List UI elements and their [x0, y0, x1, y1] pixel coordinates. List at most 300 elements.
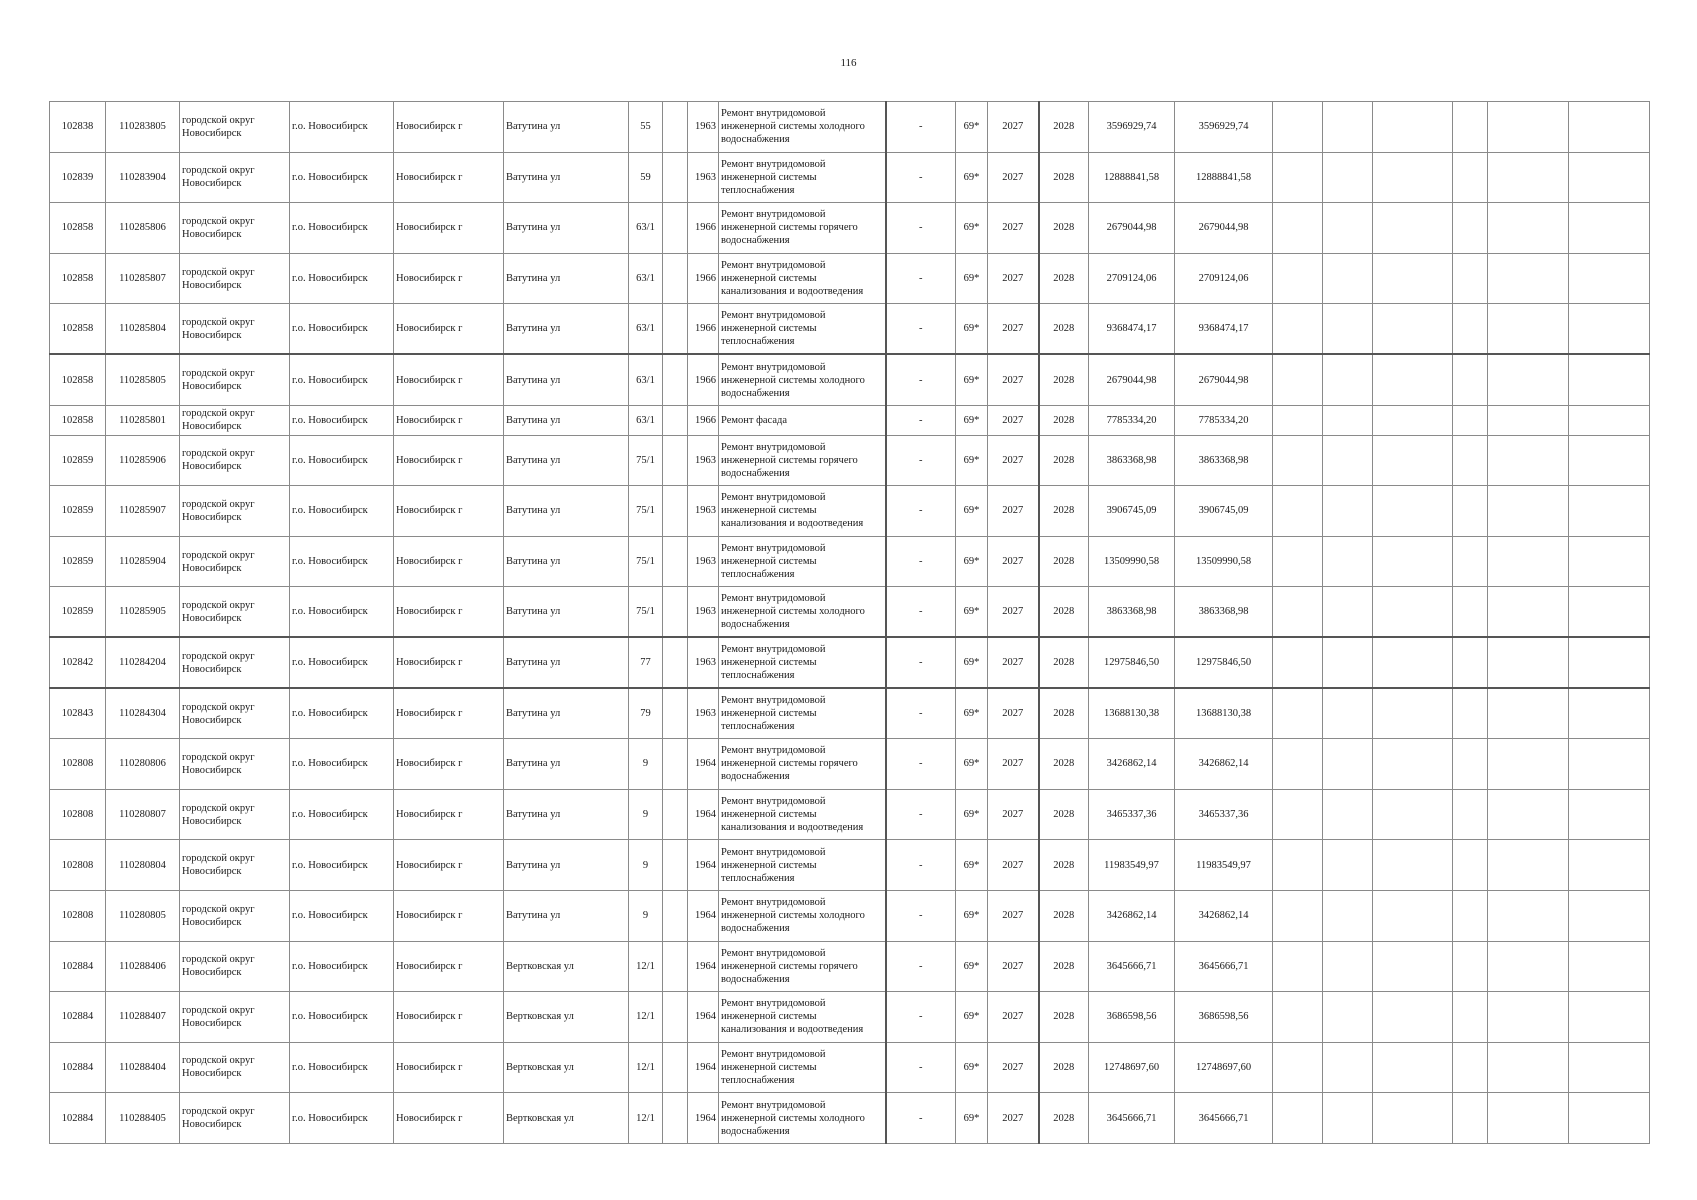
- row-city-district-cell: г.о. Новосибирск: [290, 587, 394, 638]
- empty-cell: [1569, 1093, 1650, 1144]
- row-building-cell: [663, 1093, 688, 1144]
- empty-cell: [1273, 789, 1323, 840]
- row-work-type-cell: Ремонт внутридомовой инженерной системы горячего водоснабжения: [719, 435, 886, 486]
- row-year-cell: 1964: [688, 992, 719, 1043]
- empty-cell: [1273, 203, 1323, 254]
- empty-cell: [1569, 890, 1650, 941]
- row-building-cell: [663, 587, 688, 638]
- row-municipality-cell: городской округ Новосибирск: [180, 405, 290, 435]
- row-dash-cell: -: [886, 688, 956, 739]
- row-cost-total-cell: 12975846,50: [1175, 637, 1273, 688]
- row-city-district-cell: г.о. Новосибирск: [290, 739, 394, 790]
- row-city-district-cell: г.о. Новосибирск: [290, 253, 394, 304]
- row-house-cell: 77: [629, 637, 663, 688]
- empty-cell: [1273, 688, 1323, 739]
- row-year-cell: 1963: [688, 688, 719, 739]
- row-house-cell: 9: [629, 739, 663, 790]
- empty-cell: [1453, 688, 1488, 739]
- row-dash-cell: -: [886, 789, 956, 840]
- table-row: [50, 1042, 1650, 1093]
- empty-cell: [1569, 840, 1650, 891]
- row-code-cell: 110285904: [106, 536, 180, 587]
- empty-cell: [1453, 486, 1488, 537]
- row-municipality-cell: городской округ Новосибирск: [180, 840, 290, 891]
- row-city-district-cell: г.о. Новосибирск: [290, 637, 394, 688]
- row-norm-cell: 69*: [956, 1093, 988, 1144]
- row-city-district-cell: г.о. Новосибирск: [290, 992, 394, 1043]
- row-id-cell: 102858: [50, 405, 106, 435]
- row-work-type-cell: Ремонт внутридомовой инженерной системы теплоснабжения: [719, 840, 886, 891]
- empty-cell: [1569, 405, 1650, 435]
- row-start-year-cell: 2027: [988, 536, 1039, 587]
- row-id-cell: 102884: [50, 941, 106, 992]
- empty-cell: [1323, 587, 1373, 638]
- row-city-cell: Новосибирск г: [394, 203, 504, 254]
- row-house-cell: 63/1: [629, 304, 663, 355]
- empty-cell: [1273, 435, 1323, 486]
- row-house-cell: 75/1: [629, 536, 663, 587]
- row-cost-cell: 12748697,60: [1089, 1042, 1175, 1093]
- row-building-cell: [663, 405, 688, 435]
- row-street-cell: Ватутина ул: [504, 152, 629, 203]
- row-city-district-cell: г.о. Новосибирск: [290, 203, 394, 254]
- row-street-cell: Вертковская ул: [504, 1093, 629, 1144]
- row-end-year-cell: 2028: [1039, 405, 1089, 435]
- empty-cell: [1488, 992, 1569, 1043]
- row-city-cell: Новосибирск г: [394, 405, 504, 435]
- empty-cell: [1323, 1042, 1373, 1093]
- row-building-cell: [663, 890, 688, 941]
- row-city-cell: Новосибирск г: [394, 637, 504, 688]
- row-house-cell: 63/1: [629, 253, 663, 304]
- row-city-cell: Новосибирск г: [394, 354, 504, 405]
- row-dash-cell: -: [886, 203, 956, 254]
- row-street-cell: Ватутина ул: [504, 789, 629, 840]
- empty-cell: [1273, 102, 1323, 153]
- empty-cell: [1569, 587, 1650, 638]
- row-norm-cell: 69*: [956, 405, 988, 435]
- row-cost-cell: 3465337,36: [1089, 789, 1175, 840]
- row-work-type-cell: Ремонт внутридомовой инженерной системы холодного водоснабжения: [719, 587, 886, 638]
- row-building-cell: [663, 840, 688, 891]
- row-id-cell: 102884: [50, 1042, 106, 1093]
- row-municipality-cell: городской округ Новосибирск: [180, 992, 290, 1043]
- row-year-cell: 1964: [688, 1093, 719, 1144]
- row-code-cell: 110283805: [106, 102, 180, 153]
- row-start-year-cell: 2027: [988, 304, 1039, 355]
- row-cost-total-cell: 2709124,06: [1175, 253, 1273, 304]
- row-street-cell: Ватутина ул: [504, 354, 629, 405]
- empty-cell: [1453, 1093, 1488, 1144]
- row-house-cell: 12/1: [629, 1042, 663, 1093]
- row-cost-cell: 7785334,20: [1089, 405, 1175, 435]
- row-norm-cell: 69*: [956, 304, 988, 355]
- row-city-cell: Новосибирск г: [394, 1042, 504, 1093]
- row-dash-cell: -: [886, 354, 956, 405]
- empty-cell: [1373, 354, 1453, 405]
- empty-cell: [1273, 1042, 1323, 1093]
- row-end-year-cell: 2028: [1039, 1042, 1089, 1093]
- row-work-type-cell: Ремонт внутридомовой инженерной системы холодного водоснабжения: [719, 890, 886, 941]
- empty-cell: [1373, 304, 1453, 355]
- row-house-cell: 75/1: [629, 435, 663, 486]
- empty-cell: [1569, 253, 1650, 304]
- row-end-year-cell: 2028: [1039, 587, 1089, 638]
- empty-cell: [1373, 688, 1453, 739]
- row-work-type-cell: Ремонт внутридомовой инженерной системы горячего водоснабжения: [719, 941, 886, 992]
- row-id-cell: 102858: [50, 354, 106, 405]
- row-code-cell: 110280804: [106, 840, 180, 891]
- row-year-cell: 1966: [688, 405, 719, 435]
- row-dash-cell: -: [886, 253, 956, 304]
- row-code-cell: 110285807: [106, 253, 180, 304]
- empty-cell: [1488, 486, 1569, 537]
- row-building-cell: [663, 536, 688, 587]
- empty-cell: [1453, 637, 1488, 688]
- row-building-cell: [663, 789, 688, 840]
- row-street-cell: Ватутина ул: [504, 739, 629, 790]
- empty-cell: [1373, 203, 1453, 254]
- row-cost-total-cell: 3863368,98: [1175, 435, 1273, 486]
- empty-cell: [1488, 304, 1569, 355]
- empty-cell: [1453, 354, 1488, 405]
- row-house-cell: 9: [629, 840, 663, 891]
- row-start-year-cell: 2027: [988, 1042, 1039, 1093]
- empty-cell: [1323, 789, 1373, 840]
- empty-cell: [1453, 405, 1488, 435]
- row-city-district-cell: г.о. Новосибирск: [290, 1093, 394, 1144]
- row-start-year-cell: 2027: [988, 688, 1039, 739]
- row-work-type-cell: Ремонт внутридомовой инженерной системы канализования и водоотведения: [719, 789, 886, 840]
- row-id-cell: 102838: [50, 102, 106, 153]
- empty-cell: [1273, 536, 1323, 587]
- row-id-cell: 102859: [50, 486, 106, 537]
- row-id-cell: 102859: [50, 587, 106, 638]
- empty-cell: [1488, 941, 1569, 992]
- row-municipality-cell: городской округ Новосибирск: [180, 587, 290, 638]
- empty-cell: [1373, 486, 1453, 537]
- row-city-cell: Новосибирск г: [394, 587, 504, 638]
- empty-cell: [1488, 354, 1569, 405]
- row-city-cell: Новосибирск г: [394, 789, 504, 840]
- table-row: [50, 688, 1650, 739]
- row-end-year-cell: 2028: [1039, 435, 1089, 486]
- table-body: [50, 102, 1650, 1144]
- row-house-cell: 59: [629, 152, 663, 203]
- empty-cell: [1323, 102, 1373, 153]
- row-cost-total-cell: 3426862,14: [1175, 890, 1273, 941]
- row-cost-total-cell: 13509990,58: [1175, 536, 1273, 587]
- row-norm-cell: 69*: [956, 789, 988, 840]
- row-dash-cell: -: [886, 304, 956, 355]
- empty-cell: [1569, 102, 1650, 153]
- row-city-cell: Новосибирск г: [394, 486, 504, 537]
- empty-cell: [1273, 739, 1323, 790]
- row-cost-cell: 3645666,71: [1089, 1093, 1175, 1144]
- empty-cell: [1453, 203, 1488, 254]
- row-cost-cell: 2679044,98: [1089, 203, 1175, 254]
- empty-cell: [1488, 536, 1569, 587]
- row-municipality-cell: городской округ Новосибирск: [180, 941, 290, 992]
- row-start-year-cell: 2027: [988, 840, 1039, 891]
- row-end-year-cell: 2028: [1039, 354, 1089, 405]
- row-norm-cell: 69*: [956, 992, 988, 1043]
- row-norm-cell: 69*: [956, 688, 988, 739]
- row-norm-cell: 69*: [956, 486, 988, 537]
- empty-cell: [1323, 890, 1373, 941]
- row-dash-cell: -: [886, 739, 956, 790]
- row-cost-cell: 2679044,98: [1089, 354, 1175, 405]
- empty-cell: [1323, 486, 1373, 537]
- row-house-cell: 79: [629, 688, 663, 739]
- row-municipality-cell: городской округ Новосибирск: [180, 536, 290, 587]
- row-end-year-cell: 2028: [1039, 486, 1089, 537]
- row-cost-total-cell: 11983549,97: [1175, 840, 1273, 891]
- table-row: [50, 890, 1650, 941]
- row-end-year-cell: 2028: [1039, 1093, 1089, 1144]
- row-house-cell: 75/1: [629, 486, 663, 537]
- row-dash-cell: -: [886, 1093, 956, 1144]
- table-row: [50, 354, 1650, 405]
- empty-cell: [1373, 152, 1453, 203]
- row-dash-cell: -: [886, 587, 956, 638]
- row-cost-total-cell: 13688130,38: [1175, 688, 1273, 739]
- empty-cell: [1273, 992, 1323, 1043]
- empty-cell: [1273, 152, 1323, 203]
- row-cost-cell: 11983549,97: [1089, 840, 1175, 891]
- row-id-cell: 102858: [50, 304, 106, 355]
- row-work-type-cell: Ремонт внутридомовой инженерной системы холодного водоснабжения: [719, 354, 886, 405]
- row-street-cell: Ватутина ул: [504, 637, 629, 688]
- row-start-year-cell: 2027: [988, 789, 1039, 840]
- row-start-year-cell: 2027: [988, 941, 1039, 992]
- empty-cell: [1569, 739, 1650, 790]
- empty-cell: [1273, 1093, 1323, 1144]
- row-cost-cell: 3863368,98: [1089, 587, 1175, 638]
- row-cost-total-cell: 3906745,09: [1175, 486, 1273, 537]
- row-end-year-cell: 2028: [1039, 992, 1089, 1043]
- row-year-cell: 1964: [688, 941, 719, 992]
- row-cost-total-cell: 3465337,36: [1175, 789, 1273, 840]
- row-id-cell: 102808: [50, 840, 106, 891]
- table-row: [50, 304, 1650, 355]
- row-city-district-cell: г.о. Новосибирск: [290, 688, 394, 739]
- row-city-district-cell: г.о. Новосибирск: [290, 1042, 394, 1093]
- row-cost-cell: 13509990,58: [1089, 536, 1175, 587]
- row-building-cell: [663, 102, 688, 153]
- row-norm-cell: 69*: [956, 152, 988, 203]
- row-start-year-cell: 2027: [988, 486, 1039, 537]
- row-code-cell: 110280806: [106, 739, 180, 790]
- table-row: [50, 587, 1650, 638]
- row-street-cell: Ватутина ул: [504, 435, 629, 486]
- row-city-district-cell: г.о. Новосибирск: [290, 435, 394, 486]
- row-end-year-cell: 2028: [1039, 304, 1089, 355]
- row-end-year-cell: 2028: [1039, 152, 1089, 203]
- row-code-cell: 110285801: [106, 405, 180, 435]
- row-city-district-cell: г.о. Новосибирск: [290, 354, 394, 405]
- row-start-year-cell: 2027: [988, 890, 1039, 941]
- empty-cell: [1323, 941, 1373, 992]
- empty-cell: [1569, 203, 1650, 254]
- empty-cell: [1569, 435, 1650, 486]
- row-house-cell: 12/1: [629, 992, 663, 1043]
- empty-cell: [1323, 637, 1373, 688]
- row-id-cell: 102884: [50, 992, 106, 1043]
- row-norm-cell: 69*: [956, 739, 988, 790]
- empty-cell: [1323, 536, 1373, 587]
- row-city-district-cell: г.о. Новосибирск: [290, 405, 394, 435]
- row-work-type-cell: Ремонт внутридомовой инженерной системы теплоснабжения: [719, 536, 886, 587]
- row-start-year-cell: 2027: [988, 739, 1039, 790]
- row-street-cell: Вертковская ул: [504, 992, 629, 1043]
- row-dash-cell: -: [886, 435, 956, 486]
- empty-cell: [1373, 890, 1453, 941]
- row-building-cell: [663, 354, 688, 405]
- row-municipality-cell: городской округ Новосибирск: [180, 739, 290, 790]
- row-code-cell: 110288404: [106, 1042, 180, 1093]
- row-end-year-cell: 2028: [1039, 688, 1089, 739]
- empty-cell: [1488, 435, 1569, 486]
- row-dash-cell: -: [886, 536, 956, 587]
- row-code-cell: 110285806: [106, 203, 180, 254]
- row-end-year-cell: 2028: [1039, 253, 1089, 304]
- row-work-type-cell: Ремонт внутридомовой инженерной системы теплоснабжения: [719, 304, 886, 355]
- row-building-cell: [663, 992, 688, 1043]
- empty-cell: [1488, 1093, 1569, 1144]
- row-norm-cell: 69*: [956, 203, 988, 254]
- row-year-cell: 1963: [688, 587, 719, 638]
- empty-cell: [1323, 1093, 1373, 1144]
- row-house-cell: 9: [629, 890, 663, 941]
- row-street-cell: Ватутина ул: [504, 486, 629, 537]
- empty-cell: [1373, 992, 1453, 1043]
- row-municipality-cell: городской округ Новосибирск: [180, 890, 290, 941]
- row-start-year-cell: 2027: [988, 152, 1039, 203]
- empty-cell: [1323, 304, 1373, 355]
- empty-cell: [1569, 1042, 1650, 1093]
- row-end-year-cell: 2028: [1039, 102, 1089, 153]
- row-work-type-cell: Ремонт внутридомовой инженерной системы канализования и водоотведения: [719, 253, 886, 304]
- row-cost-cell: 2709124,06: [1089, 253, 1175, 304]
- empty-cell: [1453, 102, 1488, 153]
- row-id-cell: 102842: [50, 637, 106, 688]
- row-house-cell: 63/1: [629, 405, 663, 435]
- empty-cell: [1453, 587, 1488, 638]
- row-cost-total-cell: 2679044,98: [1175, 354, 1273, 405]
- empty-cell: [1273, 890, 1323, 941]
- empty-cell: [1453, 536, 1488, 587]
- row-cost-cell: 3686598,56: [1089, 992, 1175, 1043]
- table-row: [50, 637, 1650, 688]
- row-work-type-cell: Ремонт внутридомовой инженерной системы теплоснабжения: [719, 688, 886, 739]
- empty-cell: [1273, 354, 1323, 405]
- row-building-cell: [663, 739, 688, 790]
- empty-cell: [1323, 992, 1373, 1043]
- empty-cell: [1453, 992, 1488, 1043]
- empty-cell: [1488, 587, 1569, 638]
- row-cost-cell: 9368474,17: [1089, 304, 1175, 355]
- row-street-cell: Вертковская ул: [504, 1042, 629, 1093]
- row-cost-cell: 3863368,98: [1089, 435, 1175, 486]
- empty-cell: [1373, 102, 1453, 153]
- row-dash-cell: -: [886, 1042, 956, 1093]
- row-year-cell: 1964: [688, 890, 719, 941]
- empty-cell: [1488, 789, 1569, 840]
- row-id-cell: 102858: [50, 253, 106, 304]
- row-cost-cell: 3426862,14: [1089, 739, 1175, 790]
- row-city-cell: Новосибирск г: [394, 840, 504, 891]
- row-building-cell: [663, 688, 688, 739]
- row-code-cell: 110284204: [106, 637, 180, 688]
- row-city-cell: Новосибирск г: [394, 152, 504, 203]
- row-id-cell: 102808: [50, 739, 106, 790]
- empty-cell: [1323, 405, 1373, 435]
- empty-cell: [1323, 253, 1373, 304]
- empty-cell: [1569, 486, 1650, 537]
- row-end-year-cell: 2028: [1039, 637, 1089, 688]
- empty-cell: [1373, 789, 1453, 840]
- empty-cell: [1569, 789, 1650, 840]
- row-municipality-cell: городской округ Новосибирск: [180, 253, 290, 304]
- row-work-type-cell: Ремонт внутридомовой инженерной системы теплоснабжения: [719, 152, 886, 203]
- empty-cell: [1569, 354, 1650, 405]
- empty-cell: [1453, 304, 1488, 355]
- empty-cell: [1323, 739, 1373, 790]
- table-row: [50, 536, 1650, 587]
- row-cost-cell: 13688130,38: [1089, 688, 1175, 739]
- empty-cell: [1569, 304, 1650, 355]
- row-municipality-cell: городской округ Новосибирск: [180, 203, 290, 254]
- row-norm-cell: 69*: [956, 435, 988, 486]
- empty-cell: [1488, 688, 1569, 739]
- capital-repair-table: [49, 101, 1650, 1144]
- row-municipality-cell: городской округ Новосибирск: [180, 789, 290, 840]
- row-dash-cell: -: [886, 992, 956, 1043]
- table-row: [50, 102, 1650, 153]
- row-city-cell: Новосибирск г: [394, 304, 504, 355]
- row-work-type-cell: Ремонт внутридомовой инженерной системы горячего водоснабжения: [719, 203, 886, 254]
- row-code-cell: 110284304: [106, 688, 180, 739]
- empty-cell: [1569, 536, 1650, 587]
- row-dash-cell: -: [886, 941, 956, 992]
- row-city-cell: Новосибирск г: [394, 941, 504, 992]
- row-cost-total-cell: 2679044,98: [1175, 203, 1273, 254]
- row-start-year-cell: 2027: [988, 354, 1039, 405]
- row-year-cell: 1966: [688, 253, 719, 304]
- empty-cell: [1273, 253, 1323, 304]
- empty-cell: [1373, 253, 1453, 304]
- row-city-cell: Новосибирск г: [394, 253, 504, 304]
- row-city-cell: Новосибирск г: [394, 435, 504, 486]
- empty-cell: [1273, 941, 1323, 992]
- row-city-district-cell: г.о. Новосибирск: [290, 890, 394, 941]
- row-work-type-cell: Ремонт внутридомовой инженерной системы холодного водоснабжения: [719, 1093, 886, 1144]
- row-dash-cell: -: [886, 405, 956, 435]
- row-work-type-cell: Ремонт внутридомовой инженерной системы холодного водоснабжения: [719, 102, 886, 153]
- row-cost-total-cell: 7785334,20: [1175, 405, 1273, 435]
- row-code-cell: 110283904: [106, 152, 180, 203]
- row-dash-cell: -: [886, 102, 956, 153]
- row-municipality-cell: городской округ Новосибирск: [180, 1093, 290, 1144]
- row-year-cell: 1963: [688, 435, 719, 486]
- table-row: [50, 405, 1650, 435]
- row-municipality-cell: городской округ Новосибирск: [180, 435, 290, 486]
- row-building-cell: [663, 304, 688, 355]
- row-dash-cell: -: [886, 890, 956, 941]
- row-norm-cell: 69*: [956, 102, 988, 153]
- empty-cell: [1488, 203, 1569, 254]
